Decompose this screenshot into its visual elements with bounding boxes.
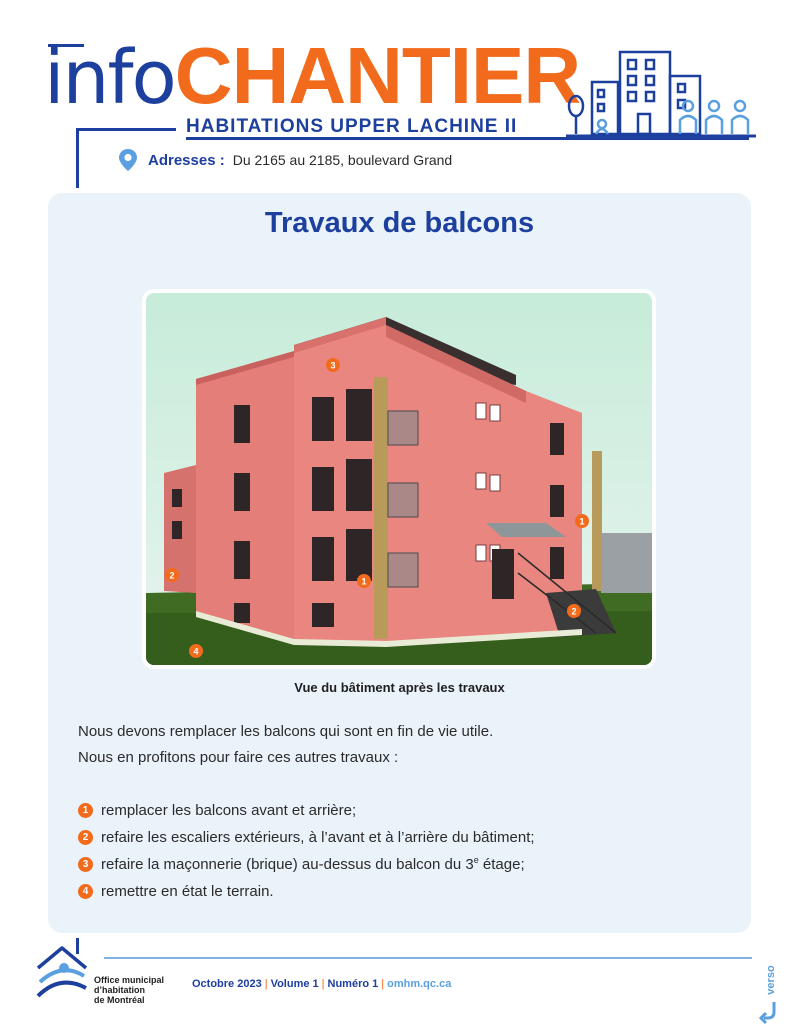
omhm-logo-icon: [34, 942, 90, 1004]
project-subtitle: HABITATIONS UPPER LACHINE II: [186, 116, 518, 137]
subtitle-underline: [186, 137, 749, 140]
verso-label[interactable]: verso: [765, 965, 777, 995]
item-text: remplacer les balcons avant et arrière;: [101, 802, 357, 819]
item-number: 1: [78, 803, 93, 818]
item-number: 4: [78, 884, 93, 899]
building-rendering: [142, 289, 656, 669]
content-card: [48, 193, 751, 933]
title-info: info: [44, 35, 175, 121]
photo-marker-1b: 1: [579, 516, 585, 527]
item-number: 2: [78, 830, 93, 845]
photo-caption: Vue du bâtiment après les travaux: [294, 680, 505, 695]
newsletter-title: [44, 30, 580, 124]
list-item: [78, 824, 535, 851]
photo-marker-2a: 2: [169, 570, 175, 581]
separator: |: [321, 978, 325, 990]
intro-paragraph: [78, 719, 493, 771]
issue-info: [192, 978, 451, 990]
address-row: [118, 148, 452, 172]
photo-marker-4: 4: [193, 646, 199, 657]
issue-date: Octobre 2023: [192, 978, 262, 990]
address-label: Adresses :: [148, 151, 225, 169]
title-chantier: CHANTIER: [174, 31, 581, 120]
org-line-3: de Montréal: [94, 995, 145, 1005]
photo-marker-3: 3: [330, 360, 336, 371]
intro-line-2: Nous en profitons pour faire ces autres travaux :: [78, 749, 399, 766]
header-vertical-bar: [76, 128, 79, 188]
item-text: refaire les escaliers extérieurs, à l’avant et à l’arrière du bâtiment;: [101, 829, 535, 846]
item-text: remettre en état le terrain.: [101, 883, 274, 900]
work-list: [78, 797, 535, 905]
website-link[interactable]: omhm.qc.ca: [387, 978, 452, 990]
list-item: [78, 878, 535, 905]
separator: |: [381, 978, 385, 990]
section-title: Travaux de balcons: [264, 207, 535, 239]
separator: |: [264, 978, 268, 990]
list-item: [78, 851, 535, 878]
header-horizontal-bar: [76, 128, 176, 131]
organization-name: [94, 975, 164, 1005]
item-superscript: e: [473, 855, 479, 865]
footer-divider: [104, 957, 752, 959]
issue-number: Numéro 1: [327, 978, 379, 990]
intro-line-1: Nous devons remplacer les balcons qui sont en fin de vie utile.: [78, 723, 494, 740]
address-value: Du 2165 au 2185, boulevard Grand: [232, 152, 453, 168]
org-line-2: d’habitation: [94, 985, 145, 995]
item-text-after: étage;: [478, 856, 525, 873]
city-buildings-icon: [566, 44, 756, 140]
building-illustration: [146, 293, 652, 665]
item-text: [101, 856, 525, 873]
list-item: [78, 797, 535, 824]
item-number: 3: [78, 857, 93, 872]
photo-marker-1a: 1: [361, 576, 367, 587]
turn-page-arrow-icon[interactable]: [756, 962, 784, 1026]
issue-volume: Volume 1: [270, 978, 319, 990]
org-line-1: Office municipal: [94, 975, 165, 985]
location-pin-icon: [118, 148, 138, 172]
item-text-before: refaire la maçonnerie (brique) au-dessus du balcon du 3: [101, 856, 474, 873]
photo-marker-2b: 2: [571, 606, 577, 617]
